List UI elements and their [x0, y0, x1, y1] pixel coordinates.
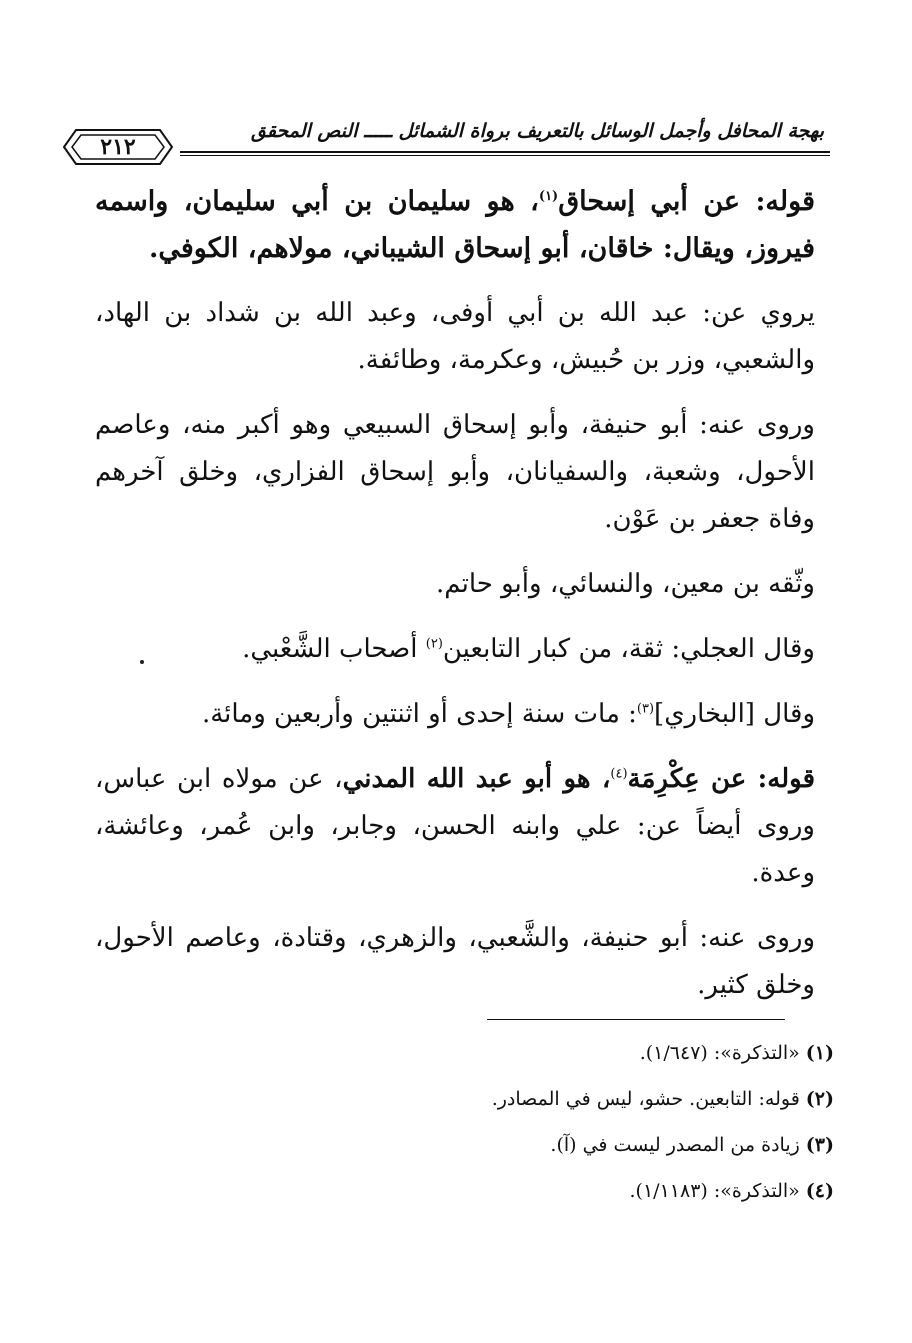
footnote-2 [134, 1086, 834, 1112]
paragraph-ikrima-narrated-by: وروى عنه: أبو حنيفة، والشَّعبي، والزهري، وقتادة، وعاصم الأحول، وخلق كثير. [95, 923, 815, 1000]
footnote-number: (١) [805, 1042, 834, 1064]
footnote-separator [487, 1019, 785, 1020]
footnote-ref-4[interactable]: (٤) [610, 766, 628, 782]
footnote-1 [134, 1040, 834, 1066]
header-rule [180, 151, 830, 156]
footnote-3 [134, 1132, 834, 1158]
paragraph-authentication: وثّقه بن معين، والنسائي، وأبو حاتم. [436, 569, 815, 599]
running-header [62, 118, 830, 164]
book-title: بهجة المحافل وأجمل الوسائل بالتعريف برواة الشمائل ـــــ النص المحقق [251, 120, 824, 142]
main-text [95, 178, 815, 1027]
bukhari-text-after: : مات سنة إحدى أو اثنتين وأربعين ومائة. [201, 699, 637, 729]
footnote-ref-3[interactable]: (٣) [636, 701, 655, 717]
footnote-text: «التذكرة»: (١/٦٤٧). [639, 1042, 800, 1064]
entry-bold-text: ، هو أبو عبد الله المدني [342, 764, 611, 794]
footnote-number: (٢) [805, 1088, 834, 1110]
stray-dot [140, 660, 144, 664]
paragraph-entry-ikrima [95, 756, 815, 897]
ijli-text-after: أصحاب الشَّعْبي. [242, 634, 426, 664]
footnote-text: «التذكرة»: (١/١١٨٣). [629, 1180, 800, 1202]
page-number: ٢١٢ [100, 134, 136, 160]
footnote-number: (٤) [805, 1180, 834, 1202]
footnote-number: (٣) [805, 1134, 834, 1156]
footnote-4 [134, 1178, 834, 1204]
paragraph-narrated-by: وروى عنه: أبو حنيفة، وأبو إسحاق السبيعي وهو أكبر منه، وعاصم الأحول، وشعبة، والسفيانان، وأبو إسحاق الفزاري، وخلق آخرهم وفاة جعفر بن عَوْن. [95, 410, 815, 534]
footnote-text: زيادة من المصدر ليست في (آ). [550, 1134, 800, 1156]
footnotes [134, 1040, 834, 1224]
ijli-text-before: وقال العجلي: ثقة، من كبار التابعين [442, 634, 815, 664]
entry-text: ، عن مولاه ابن عباس، وروى أيضاً عن: علي وابنه الحسن، وجابر، وابن عُمر، وعائشة، وعدة. [95, 764, 815, 888]
entry-label: قوله: عن أبي إسحاق [558, 186, 815, 217]
paragraph-entry-abu-ishaq [95, 178, 815, 272]
footnote-ref-2[interactable]: (٢) [425, 636, 443, 652]
footnote-text: قوله: التابعين. حشو، ليس في المصادر. [491, 1088, 800, 1110]
paragraph-narrates-from: يروي عن: عبد الله بن أبي أوفى، وعبد الله بن شداد بن الهاد، والشعبي، وزر بن حُبيش، وعكرمة، وطائفة. [95, 298, 815, 375]
entry-label: قوله: عن عِكْرِمَة [627, 764, 815, 794]
paragraph-bukhari-statement [95, 691, 815, 738]
paragraph-ijli-statement [95, 626, 815, 673]
bukhari-text-before: وقال [البخاري] [654, 699, 815, 729]
footnote-ref-1[interactable]: (١) [538, 189, 559, 204]
page-number-badge [62, 128, 174, 166]
entry-text: ، هو سليمان بن أبي سليمان، واسمه فيروز، ويقال: خاقان، أبو إسحاق الشيباني، مولاهم، الكوفي. [95, 186, 815, 264]
